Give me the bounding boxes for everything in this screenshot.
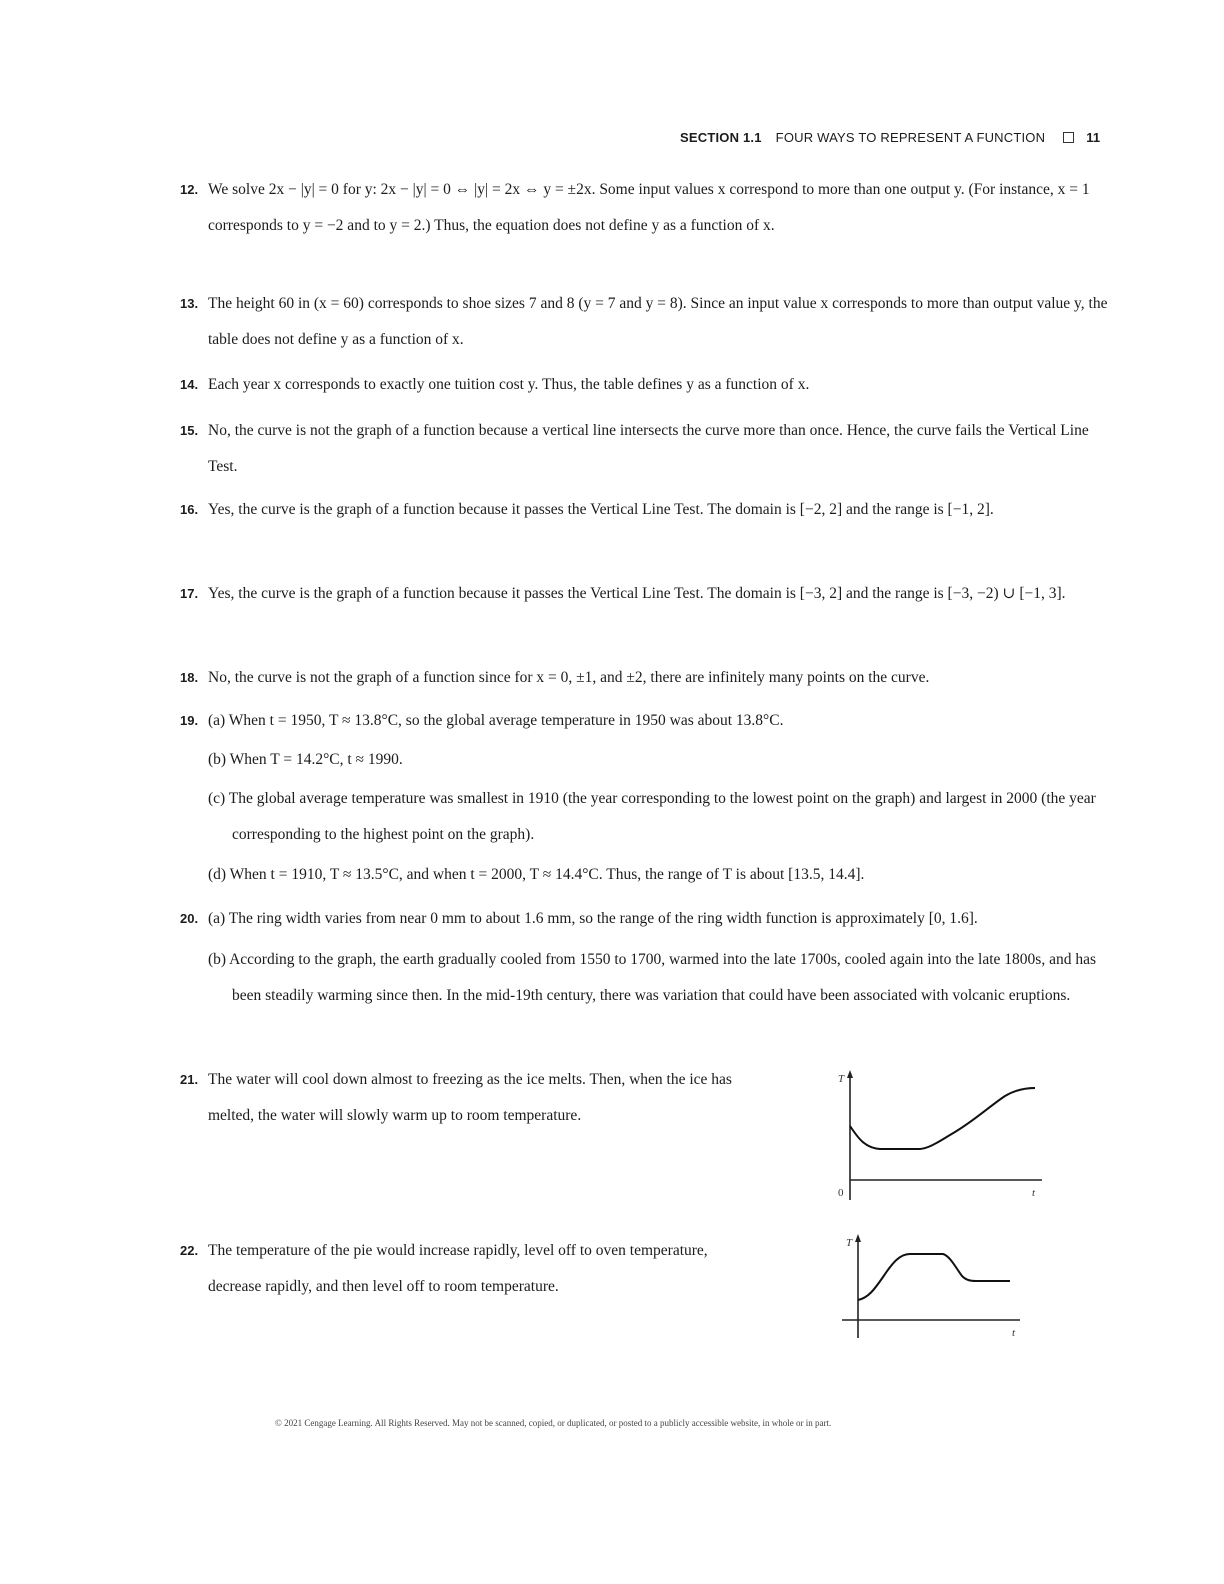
y-axis-label: T — [838, 1073, 845, 1085]
problem-20-part-b — [208, 942, 1108, 1014]
section-number: SECTION 1.1 — [680, 130, 762, 145]
problem-text: Yes, the curve is the graph of a function because it passes the Vertical Line Test. The domain is [−3, 2] and the range is [−3, −2) ∪ [−1, 3]. — [208, 585, 1066, 602]
problem-15 — [180, 413, 1110, 485]
problem-19 — [180, 703, 1110, 739]
y-axis-label: T — [846, 1237, 853, 1249]
problem-number: 20. — [180, 911, 199, 926]
problem-text: No, the curve is not the graph of a function because a vertical line intersects the curve more than once. Hence, the curve fails the Vertical Line Test. — [208, 422, 1089, 475]
problem-22 — [180, 1233, 740, 1305]
problem-19-part-d — [208, 857, 1108, 893]
problem-text: Yes, the curve is the graph of a function because it passes the Vertical Line Test. The domain is [−2, 2] and the range is [−1, 2]. — [208, 501, 994, 518]
problem-number: 14. — [180, 377, 199, 392]
graph-22 — [838, 1232, 1028, 1342]
problem-number: 19. — [180, 713, 199, 728]
running-header — [680, 130, 1100, 145]
problem-number: 16. — [180, 502, 199, 517]
problem-21 — [180, 1062, 740, 1134]
problem-number: 12. — [180, 182, 199, 197]
problem-14 — [180, 367, 1110, 403]
problem-17 — [180, 576, 1110, 612]
problem-number: 15. — [180, 423, 199, 438]
problem-number: 21. — [180, 1072, 199, 1087]
part-text: (d) When t = 1910, T ≈ 13.5°C, and when t = 2000, T ≈ 14.4°C. Thus, the range of T is about [13.5, 14.4]. — [208, 866, 865, 883]
section-title: FOUR WAYS TO REPRESENT A FUNCTION — [775, 130, 1046, 145]
problem-16 — [180, 492, 1110, 528]
problem-text: The temperature of the pie would increase rapidly, level off to oven temperature, decrease rapidly, and then level off to room temperature. — [208, 1242, 708, 1295]
problem-text: Each year x corresponds to exactly one tuition cost y. Thus, the table defines y as a function of x. — [208, 376, 810, 393]
problem-19-part-b — [208, 742, 1108, 778]
problem-13 — [180, 286, 1110, 358]
problem-text: We solve 2x − |y| = 0 for y: 2x − |y| = 0 ⇔ |y| = 2x ⇔ y = ±2x. Some input values x correspond to more than one output y. (For instance, x = 1 corresponds to y = −2 and to y = 2.) Thus, the equation does not define y as a function of x. — [208, 181, 1090, 234]
part-text: (b) When T = 14.2°C, t ≈ 1990. — [208, 751, 403, 768]
part-text: (b) According to the graph, the earth gradually cooled from 1550 to 1700, warmed into the late 1700s, cooled again into the late 1800s, and has been steadily warming since then. In the mid-19th century, there was variation that could have been associated with volcanic eruptions. — [208, 951, 1096, 1004]
problem-text: The water will cool down almost to freezing as the ice melts. Then, when the ice has melted, the water will slowly warm up to room temperature. — [208, 1071, 732, 1124]
problem-text: (a) When t = 1950, T ≈ 13.8°C, so the global average temperature in 1950 was about 13.8°C. — [208, 712, 784, 729]
problem-19-part-c — [208, 781, 1108, 853]
page-number: 11 — [1086, 130, 1101, 145]
origin-label: 0 — [838, 1187, 844, 1199]
problem-number: 13. — [180, 296, 199, 311]
copyright-footer: © 2021 Cengage Learning. All Rights Reserved. May not be scanned, copied, or duplicated, or posted to a publicly accessible website, in whole or in part. — [275, 1418, 832, 1428]
problem-number: 18. — [180, 670, 199, 685]
problem-18 — [180, 660, 1110, 696]
problem-number: 22. — [180, 1243, 199, 1258]
graph-21 — [820, 1068, 1050, 1203]
problem-text: No, the curve is not the graph of a function since for x = 0, ±1, and ±2, there are infinitely many points on the curve. — [208, 669, 930, 686]
problem-number: 17. — [180, 586, 199, 601]
problem-text: The height 60 in (x = 60) corresponds to shoe sizes 7 and 8 (y = 7 and y = 8). Since an input value x corresponds to more than output value y, the table does not define y as a function of x. — [208, 295, 1108, 348]
x-axis-label: t — [1012, 1327, 1016, 1339]
problem-text: (a) The ring width varies from near 0 mm to about 1.6 mm, so the range of the ring width function is approximately [0, 1.6]. — [208, 910, 978, 927]
square-separator-icon — [1063, 132, 1074, 143]
problem-12 — [180, 172, 1110, 244]
part-text: (c) The global average temperature was smallest in 1910 (the year corresponding to the lowest point on the graph) and largest in 2000 (the year corresponding to the highest point on the graph). — [208, 790, 1096, 843]
problem-20 — [180, 901, 1110, 937]
x-axis-label: t — [1032, 1187, 1036, 1199]
